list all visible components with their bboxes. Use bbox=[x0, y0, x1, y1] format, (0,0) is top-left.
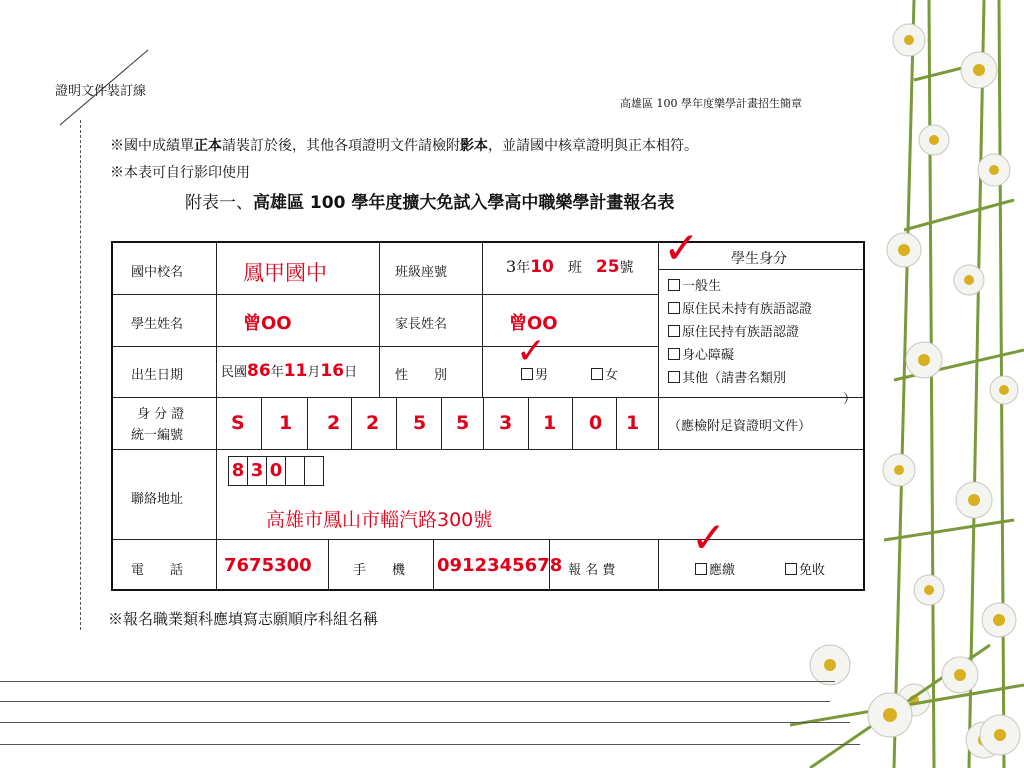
identity-option-3[interactable] bbox=[668, 321, 799, 340]
option-male-label: 男 bbox=[535, 368, 549, 383]
note-1-mid: 請裝訂於後，其他各項證明文件請檢附 bbox=[222, 138, 460, 154]
identity-option-5-label: 其他（請書名類別 bbox=[682, 371, 787, 386]
check-mark-fee: ✓ bbox=[691, 513, 727, 562]
class-seat-row bbox=[506, 257, 634, 277]
form-title-bold-1: 高雄區 bbox=[253, 193, 310, 213]
label-yue: 月 bbox=[307, 365, 321, 380]
zip-digit-4[interactable] bbox=[285, 456, 305, 486]
note-1-bold-2: 影本 bbox=[460, 138, 488, 154]
checkbox-fee-pay[interactable] bbox=[695, 563, 707, 575]
note-1-bold-1: 正本 bbox=[194, 138, 222, 154]
value-school[interactable]: 鳳甲國中 bbox=[243, 261, 327, 285]
option-fee-free-label: 免收 bbox=[799, 563, 826, 578]
registration-form-table bbox=[111, 223, 865, 591]
birth-row bbox=[221, 361, 357, 381]
label-fee: 報 名 費 bbox=[568, 563, 616, 578]
value-mobile[interactable]: 0912345678 bbox=[437, 555, 563, 576]
id-digit-4[interactable]: 2 bbox=[366, 412, 380, 434]
identity-option-4[interactable] bbox=[668, 344, 734, 363]
label-mobile: 手 機 bbox=[353, 563, 406, 578]
binding-diagonal-line bbox=[0, 0, 200, 140]
value-address[interactable]: 高雄市鳳山市輜汽路300號 bbox=[266, 509, 493, 531]
option-fee-free[interactable] bbox=[785, 559, 825, 578]
zip-digit-3[interactable]: 0 bbox=[266, 456, 286, 486]
zip-digit-5[interactable] bbox=[304, 456, 324, 486]
footer-note: ※報名職業類科應填寫志願順序科組名稱 bbox=[108, 610, 379, 628]
label-parent-name: 家長姓名 bbox=[395, 317, 448, 332]
value-parent-name[interactable]: 曾OO bbox=[509, 313, 558, 334]
label-student-name: 學生姓名 bbox=[131, 317, 184, 332]
form-title-number: 100 bbox=[309, 193, 346, 213]
value-birth-day[interactable]: 16 bbox=[320, 361, 345, 381]
label-birth: 出生日期 bbox=[131, 368, 184, 383]
checkbox-identity-1[interactable] bbox=[668, 279, 680, 291]
check-mark-identity: ✓ bbox=[663, 223, 700, 274]
identity-option-2[interactable] bbox=[668, 298, 812, 317]
identity-option-1[interactable] bbox=[668, 275, 721, 294]
note-1-pre: ※國中成績單 bbox=[110, 138, 194, 154]
binding-dashed-line bbox=[80, 120, 81, 630]
form-title-pre: 附表一、 bbox=[185, 193, 253, 213]
form-title-bold-2: 學年度擴大免試入學高中職樂學計畫報名表 bbox=[345, 193, 675, 213]
identity-option-5[interactable] bbox=[668, 367, 786, 386]
note-2: ※本表可自行影印使用 bbox=[110, 165, 250, 181]
label-nian: 年 bbox=[516, 260, 531, 276]
note-1-post: ，並請國中核章證明與正本相符。 bbox=[488, 138, 698, 154]
identity-close-paren: ） bbox=[843, 392, 857, 407]
identity-option-4-label: 身心障礙 bbox=[682, 348, 735, 363]
id-digit-5[interactable]: 5 bbox=[413, 412, 427, 434]
id-digit-2[interactable]: 1 bbox=[279, 412, 293, 434]
identity-option-1-label: 一般生 bbox=[682, 279, 722, 294]
value-student-name[interactable]: 曾OO bbox=[243, 313, 292, 334]
identity-option-3-label: 原住民持有族語認證 bbox=[682, 325, 800, 340]
identity-option-2-label: 原住民未持有族語認證 bbox=[682, 302, 813, 317]
label-birth-nian: 年 bbox=[270, 365, 284, 380]
checkbox-identity-2[interactable] bbox=[668, 302, 680, 314]
bottom-rule-1 bbox=[0, 681, 835, 682]
id-digit-10[interactable]: 1 bbox=[626, 412, 640, 434]
binding-label: 證明文件裝訂線 bbox=[55, 84, 147, 99]
identity-note: （應檢附足資證明文件） bbox=[668, 419, 812, 434]
checkbox-identity-5[interactable] bbox=[668, 371, 680, 383]
label-hao: 號 bbox=[619, 260, 634, 276]
option-female[interactable] bbox=[591, 364, 618, 383]
id-digit-7[interactable]: 3 bbox=[499, 412, 513, 434]
daisy-cluster-decoration bbox=[790, 625, 1024, 768]
id-digit-8[interactable]: 1 bbox=[543, 412, 557, 434]
checkbox-fee-free[interactable] bbox=[785, 563, 797, 575]
label-address: 聯絡地址 bbox=[131, 492, 184, 507]
form-title bbox=[185, 188, 674, 213]
label-ri: 日 bbox=[344, 365, 358, 380]
value-birth-month[interactable]: 11 bbox=[283, 361, 308, 381]
value-birth-year[interactable]: 86 bbox=[247, 361, 271, 381]
label-phone: 電 話 bbox=[131, 563, 184, 578]
zip-digit-2[interactable]: 3 bbox=[247, 456, 267, 486]
check-mark-male: ✓ bbox=[516, 331, 547, 372]
label-id-1: 身 分 證 bbox=[137, 407, 185, 422]
zip-digit-1[interactable]: 8 bbox=[228, 456, 248, 486]
value-phone[interactable]: 7675300 bbox=[224, 555, 312, 576]
id-digit-9[interactable]: 0 bbox=[589, 412, 603, 434]
label-school: 國中校名 bbox=[131, 265, 184, 280]
label-gender: 性 別 bbox=[395, 368, 448, 383]
id-digit-3[interactable]: 2 bbox=[327, 412, 341, 434]
label-ban: 班 bbox=[567, 260, 582, 276]
checkbox-identity-3[interactable] bbox=[668, 325, 680, 337]
bottom-rule-3 bbox=[0, 722, 850, 723]
value-class[interactable]: 10 bbox=[530, 257, 554, 277]
bottom-rule-2 bbox=[0, 701, 830, 702]
option-female-label: 女 bbox=[605, 368, 619, 383]
value-seat[interactable]: 25 bbox=[595, 257, 620, 277]
id-digit-1[interactable]: S bbox=[231, 412, 245, 434]
id-digit-6[interactable]: 5 bbox=[456, 412, 470, 434]
option-fee-pay-label: 應繳 bbox=[709, 563, 736, 578]
value-grade[interactable]: 3 bbox=[506, 257, 517, 276]
label-id-2: 統一編號 bbox=[131, 428, 184, 443]
identity-title: 學生身分 bbox=[731, 251, 787, 267]
label-class-seat: 班級座號 bbox=[395, 265, 448, 280]
label-minguo: 民國 bbox=[221, 365, 248, 380]
header-right: 高雄區 100 學年度樂學計畫招生簡章 bbox=[620, 97, 802, 110]
note-1 bbox=[110, 135, 698, 155]
checkbox-identity-4[interactable] bbox=[668, 348, 680, 360]
bottom-rule-4 bbox=[0, 744, 860, 745]
checkbox-female[interactable] bbox=[591, 368, 603, 380]
